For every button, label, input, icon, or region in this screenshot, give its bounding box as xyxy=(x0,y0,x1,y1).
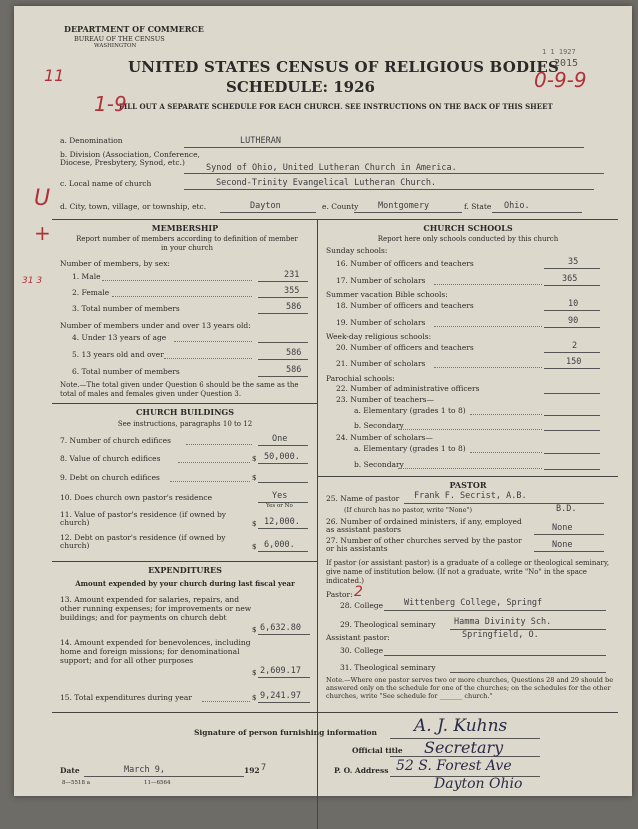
parochial-scholars-label: 24. Number of scholars— xyxy=(336,433,433,442)
scholars-secondary-line xyxy=(544,469,600,470)
edifices-value-line xyxy=(258,463,308,464)
owns-residence-value: Yes xyxy=(272,491,288,501)
under-13-leader xyxy=(174,341,252,342)
date-line xyxy=(84,776,244,777)
scholars-elementary-label: a. Elementary (grades 1 to 8) xyxy=(354,444,466,453)
county-label: e. County xyxy=(322,202,359,211)
church-name-value: Second-Trinity Evangelical Lutheran Church. xyxy=(216,178,437,188)
benevolences-value: 2,609.17 xyxy=(260,666,301,676)
edifices-count-label: 7. Number of church edifices xyxy=(60,436,171,445)
address-city-value: Dayton Ohio xyxy=(434,776,523,792)
year-digit: 7 xyxy=(261,763,267,773)
total-expenditures-leader xyxy=(202,701,250,702)
running-expenses-line xyxy=(258,634,310,635)
edifices-count-line xyxy=(258,445,308,446)
over-13-label: 5. 13 years old and over xyxy=(72,350,164,359)
total-expenditures-label: 15. Total expenditures during year xyxy=(60,693,192,702)
section-divider-top xyxy=(52,219,618,220)
official-title-value: Secretary xyxy=(424,738,504,757)
scholars-elementary-line xyxy=(544,453,600,454)
college-value: Wittenberg College, Springf xyxy=(404,598,543,608)
age-breakdown-label: Number of members under and over 13 years old: xyxy=(60,321,251,330)
signature-value: A. J. Kuhns xyxy=(414,716,508,736)
assistant-college-line xyxy=(384,655,606,656)
over-13-line xyxy=(258,359,308,360)
assistant-pastor-label: Assistant pastor: xyxy=(326,633,390,642)
weekday-scholars-leader xyxy=(434,367,542,368)
assistant-pastors-value: None xyxy=(552,523,573,533)
state-line xyxy=(492,212,582,213)
denomination-value: LUTHERAN xyxy=(240,136,281,146)
under-13-line xyxy=(258,342,308,343)
annotation-code-right: 0-9-9 xyxy=(534,68,587,92)
summer-scholars-label: 19. Number of scholars xyxy=(336,318,426,327)
membership-heading: MEMBERSHIP xyxy=(151,223,219,233)
buildings-subheading: See instructions, paragraphs 10 to 12 xyxy=(117,420,253,428)
print-number: 11—6564 xyxy=(144,780,171,786)
sunday-teachers-value: 35 xyxy=(568,257,579,267)
male-value: 231 xyxy=(284,270,300,280)
female-line xyxy=(258,297,308,298)
date-label: Date xyxy=(60,766,80,775)
over-13-value: 586 xyxy=(286,348,302,358)
seminary-label: 29. Theological seminary xyxy=(340,620,436,629)
summer-scholars-leader xyxy=(434,326,542,327)
total-members-value: 586 xyxy=(286,302,302,312)
official-title-label: Official title xyxy=(352,746,403,755)
summer-scholars-line xyxy=(544,327,600,328)
form-instruction: FILL OUT A SEPARATE SCHEDULE FOR EACH CHURCH. SEE INSTRUCTIONS ON THE BACK OF THIS SHEET xyxy=(119,102,553,111)
other-churches-label: 27. Number of other churches served by the pastor or his assistants xyxy=(326,536,522,553)
male-label: 1. Male xyxy=(72,272,101,281)
year-label: 192 xyxy=(244,766,260,775)
city-field-label: d. City, town, village, or township, etc. xyxy=(60,202,207,211)
residence-value-line xyxy=(258,528,308,529)
buildings-divider xyxy=(52,561,317,562)
seminary-location-value: Springfield, O. xyxy=(462,630,539,640)
church-name-line xyxy=(184,189,594,190)
schools-intro: Report here only schools conducted by this church xyxy=(377,235,559,243)
edifices-value: 50,000. xyxy=(264,452,300,462)
address-label: P. O. Address xyxy=(334,766,389,775)
assistant-pastors-line xyxy=(534,534,604,535)
residence-debt-value: 6,000. xyxy=(264,540,295,550)
total-members-2-label: 6. Total number of members xyxy=(72,367,180,376)
received-stamp-number: 2015 xyxy=(554,58,579,69)
assistant-pastors-label: 26. Number of ordained ministers, if any, employed as assistant pastors xyxy=(326,517,522,534)
annotation-side-num: 31 3 xyxy=(22,276,43,286)
graduate-note: If pastor (or assistant pastor) is a graduate of a college or theological seminary, give name of institution below. (If not a graduate, write "No" in the space indicated.) xyxy=(326,559,610,585)
running-dollar: $ xyxy=(252,626,257,634)
weekday-teachers-line xyxy=(544,352,600,353)
address-value: 52 S. Forest Ave xyxy=(396,758,512,774)
teachers-secondary-leader xyxy=(398,429,542,430)
form-schedule: SCHEDULE: 1926 xyxy=(226,78,375,96)
denomination-line xyxy=(184,147,584,148)
teachers-elementary-label: a. Elementary (grades 1 to 8) xyxy=(354,406,466,415)
edifices-debt-line xyxy=(258,482,308,483)
state-label: f. State xyxy=(464,202,492,211)
pastor-red-mark: 2 xyxy=(354,584,363,600)
pastor-heading: PASTOR xyxy=(449,480,487,490)
male-line xyxy=(258,281,308,282)
total-dollar: $ xyxy=(252,694,257,702)
residence-value-label: 11. Value of pastor's residence (if owned by church) xyxy=(60,510,227,527)
signature-label: Signature of person furnishing information xyxy=(194,728,377,737)
edifices-value-leader xyxy=(178,462,250,463)
residence-debt-label: 12. Debt on pastor's residence (if owned by church) xyxy=(60,533,226,550)
benevolences-line xyxy=(258,677,310,678)
sunday-schools-label: Sunday schools: xyxy=(326,246,388,255)
total-members-2-value: 586 xyxy=(286,365,302,375)
edifices-dollar: $ xyxy=(252,455,257,463)
residence-value: 12,000. xyxy=(264,517,300,527)
scholars-secondary-label: b. Secondary xyxy=(354,460,404,469)
weekday-schools-label: Week-day religious schools: xyxy=(326,332,432,341)
owns-residence-label: 10. Does church own pastor's residence xyxy=(60,493,213,502)
church-name-label: c. Local name of church xyxy=(60,179,152,188)
sunday-scholars-line xyxy=(544,285,600,286)
county-line xyxy=(354,212,462,213)
total-members-label: 3. Total number of members xyxy=(72,304,180,313)
teachers-secondary-line xyxy=(544,430,600,431)
weekday-scholars-line xyxy=(544,368,600,369)
female-label: 2. Female xyxy=(72,288,110,297)
scholars-secondary-leader xyxy=(398,468,542,469)
running-expenses-value: 6,632.80 xyxy=(260,623,301,633)
parochial-officers-label: 22. Number of administrative officers xyxy=(336,384,480,393)
total-expenditures-value: 9,241.97 xyxy=(260,691,301,701)
benevolences-label: 14. Amount expended for benevolences, including home and foreign missions; for denominational support; and for all other purposes xyxy=(60,638,251,665)
pastor-sub-label: Pastor: xyxy=(326,590,353,599)
date-value: March 9, xyxy=(124,765,165,775)
membership-note: Note.—The total given under Question 6 should be the same as the total of males and females given under Question 3. xyxy=(60,381,299,398)
weekday-teachers-value: 2 xyxy=(572,341,578,351)
edifices-value-label: 8. Value of church edifices xyxy=(60,454,161,463)
parochial-teachers-label: 23. Number of teachers— xyxy=(336,395,435,404)
female-leader xyxy=(112,296,252,297)
total-members-line xyxy=(258,313,308,314)
summer-teachers-value: 10 xyxy=(568,299,579,309)
annotation-top-left: 11 xyxy=(44,66,65,85)
scholars-elementary-leader xyxy=(470,452,542,453)
sunday-teachers-label: 16. Number of officers and teachers xyxy=(336,259,474,268)
edifices-debt-leader xyxy=(170,481,250,482)
benevolences-dollar: $ xyxy=(252,669,257,677)
edifices-count-value: One xyxy=(272,434,288,444)
annotation-code-left: 1-9 xyxy=(94,92,127,116)
city-label: WASHINGTON xyxy=(94,43,137,49)
division-label: b. Division (Association, Conference, Diocese, Presbytery, Synod, etc.) xyxy=(60,150,200,167)
county-value: Montgomery xyxy=(378,201,430,211)
sunday-scholars-leader xyxy=(434,284,542,285)
seminary-value: Hamma Divinity Sch. xyxy=(454,617,552,627)
city-value: Dayton xyxy=(250,201,281,211)
total-expenditures-line xyxy=(258,702,310,703)
census-schedule-sheet xyxy=(14,6,632,796)
membership-intro: Report number of members according to definition of member in your church xyxy=(76,235,298,252)
over-13-leader xyxy=(164,358,252,359)
weekday-scholars-label: 21. Number of scholars xyxy=(336,359,426,368)
summer-teachers-line xyxy=(544,310,600,311)
expenditures-subheading: Amount expended by your church during last fiscal year xyxy=(75,579,295,588)
yes-no-hint: Yes or No xyxy=(266,503,293,509)
form-number: 8—5518 a xyxy=(62,780,91,786)
teachers-secondary-label: b. Secondary xyxy=(354,421,404,430)
schools-divider xyxy=(317,476,618,477)
annotation-u: U xyxy=(34,186,51,211)
residence-debt-line xyxy=(258,551,308,552)
sunday-scholars-value: 365 xyxy=(562,274,578,284)
summer-scholars-value: 90 xyxy=(568,316,579,326)
edifices-debt-label: 9. Debt on church edifices xyxy=(60,473,160,482)
total-members-2-line xyxy=(258,376,308,377)
pastor-note: Note.—Where one pastor serves two or more churches, Questions 28 and 29 should be answered only on the schedule for one of the churches; on the schedules for the other churches, write "See schedule for _______ church." xyxy=(326,676,614,700)
state-value: Ohio. xyxy=(504,201,530,211)
parochial-officers-line xyxy=(544,393,600,394)
teachers-elementary-line xyxy=(544,415,600,416)
form-title: UNITED STATES CENSUS OF RELIGIOUS BODIES xyxy=(128,58,560,76)
bureau-label: BUREAU OF THE CENSUS xyxy=(74,35,165,43)
column-divider xyxy=(317,219,318,829)
city-line xyxy=(220,212,316,213)
division-line xyxy=(184,173,604,174)
running-expenses-label: 13. Amount expended for salaries, repairs, and other running expenses; for improvements or new buildings; and for payments on church debt xyxy=(60,595,252,622)
pastor-name-value: Frank F. Secrist, A.B. xyxy=(414,491,527,501)
weekday-teachers-label: 20. Number of officers and teachers xyxy=(336,343,474,352)
members-by-sex-label: Number of members, by sex: xyxy=(60,259,170,268)
sunday-scholars-label: 17. Number of scholars xyxy=(336,276,426,285)
residence-debt-dollar: $ xyxy=(252,543,257,551)
debt-dollar: $ xyxy=(252,474,257,482)
weekday-scholars-value: 150 xyxy=(566,357,582,367)
edifices-count-leader xyxy=(186,444,252,445)
assistant-college-label: 30. College xyxy=(340,646,384,655)
teachers-elementary-leader xyxy=(470,414,542,415)
denomination-label: a. Denomination xyxy=(60,136,123,145)
received-stamp-date: 1 1 1927 xyxy=(542,48,576,56)
other-churches-value: None xyxy=(552,540,573,550)
summer-schools-label: Summer vacation Bible schools: xyxy=(326,290,448,299)
assistant-seminary-line xyxy=(450,672,606,673)
residence-dollar: $ xyxy=(252,520,257,528)
expenditures-heading: EXPENDITURES xyxy=(148,565,222,575)
other-churches-line xyxy=(534,551,604,552)
membership-divider xyxy=(52,403,317,404)
under-13-label: 4. Under 13 years of age xyxy=(72,333,167,342)
college-line xyxy=(384,610,606,611)
male-leader xyxy=(102,280,252,281)
female-value: 355 xyxy=(284,286,300,296)
parochial-schools-label: Parochial schools: xyxy=(326,374,395,383)
department-label: DEPARTMENT OF COMMERCE xyxy=(64,24,204,34)
division-value: Synod of Ohio, United Lutheran Church in America. xyxy=(206,163,457,173)
annotation-x: + xyxy=(34,221,51,245)
pastor-name-hint: (If church has no pastor, write "None") xyxy=(344,506,473,514)
schools-heading: CHURCH SCHOOLS xyxy=(423,223,513,233)
summer-teachers-label: 18. Number of officers and teachers xyxy=(336,301,474,310)
assistant-seminary-label: 31. Theological seminary xyxy=(340,663,436,672)
sunday-teachers-line xyxy=(544,268,600,269)
college-label: 28. College xyxy=(340,601,384,610)
pastor-degree-value: B.D. xyxy=(556,504,577,514)
section-divider-bottom xyxy=(52,712,618,713)
buildings-heading: CHURCH BUILDINGS xyxy=(136,407,234,417)
pastor-name-label: 25. Name of pastor xyxy=(326,494,400,503)
